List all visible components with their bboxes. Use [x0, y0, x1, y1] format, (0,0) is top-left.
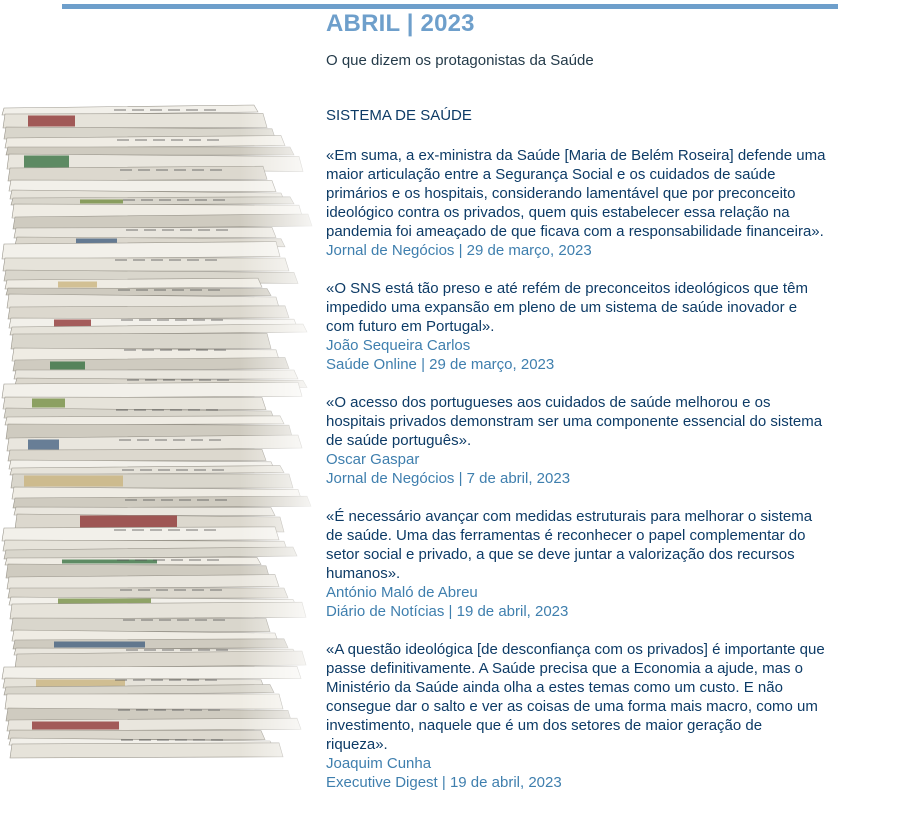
quote-source: Saúde Online | 29 de março, 2023 [326, 356, 555, 373]
quote-text: «A questão ideológica [de desconfiança com os privados] é importante que passe definitivamente. A Saúde precisa que a Economia a ajude, mas o Ministério da Saúde ainda olha a estes temas como um custo. E não consegue dar o salto e ver as coisas de uma forma mais macro, como um investimento, naquele que é um dos setores de maior geração de riqueza». [326, 641, 825, 753]
issue-subtitle: O que dizem os protagonistas da Saúde [326, 52, 594, 69]
quote-author: António Maló de Abreu [326, 584, 478, 601]
quote-text: «O acesso dos portugueses aos cuidados de saúde melhorou e os hospitais privados demonstram ser uma componente essencial do sistema de saúde português». [326, 394, 823, 449]
newspaper-stack-image [0, 100, 320, 800]
quote-source: Jornal de Negócios | 29 de março, 2023 [326, 242, 592, 259]
quote-source: Diário de Notícias | 19 de abril, 2023 [326, 603, 569, 620]
quote-block [326, 393, 826, 488]
quote-block [326, 279, 826, 374]
issue-date-title: ABRIL | 2023 [326, 10, 475, 37]
quote-block [326, 146, 826, 260]
quote-text: «O SNS está tão preso e até refém de preconceitos ideológicos que têm impedido uma expansão em pleno de um sistema de saúde inovador e com futuro em Portugal». [326, 280, 808, 335]
quote-author: Oscar Gaspar [326, 451, 420, 468]
quote-author: João Sequeira Carlos [326, 337, 471, 354]
quote-text: «É necessário avançar com medidas estruturais para melhorar o sistema de saúde. Uma das ferramentas é reconhecer o papel complementar do setor social e privado, a que se deve juntar a valorização dos recursos humanos». [326, 508, 813, 582]
article-content [326, 8, 826, 792]
quote-text: «Em suma, a ex-ministra da Saúde [Maria de Belém Roseira] defende uma maior articulação entre a Segurança Social e os cuidados de saúde primários e os hospitais, considerando lamentável que por preconceito ideológico contra os privados, quem quis estabelecer essa relação na pandemia foi ameaçado de que ficava com a responsabilidade financeira». [326, 147, 826, 240]
quote-source: Executive Digest | 19 de abril, 2023 [326, 774, 562, 791]
section-title: SISTEMA DE SAÚDE [326, 107, 472, 124]
quote-block [326, 640, 826, 792]
quote-source: Jornal de Negócios | 7 de abril, 2023 [326, 470, 571, 487]
quote-author: Joaquim Cunha [326, 755, 432, 772]
quote-block [326, 507, 826, 621]
